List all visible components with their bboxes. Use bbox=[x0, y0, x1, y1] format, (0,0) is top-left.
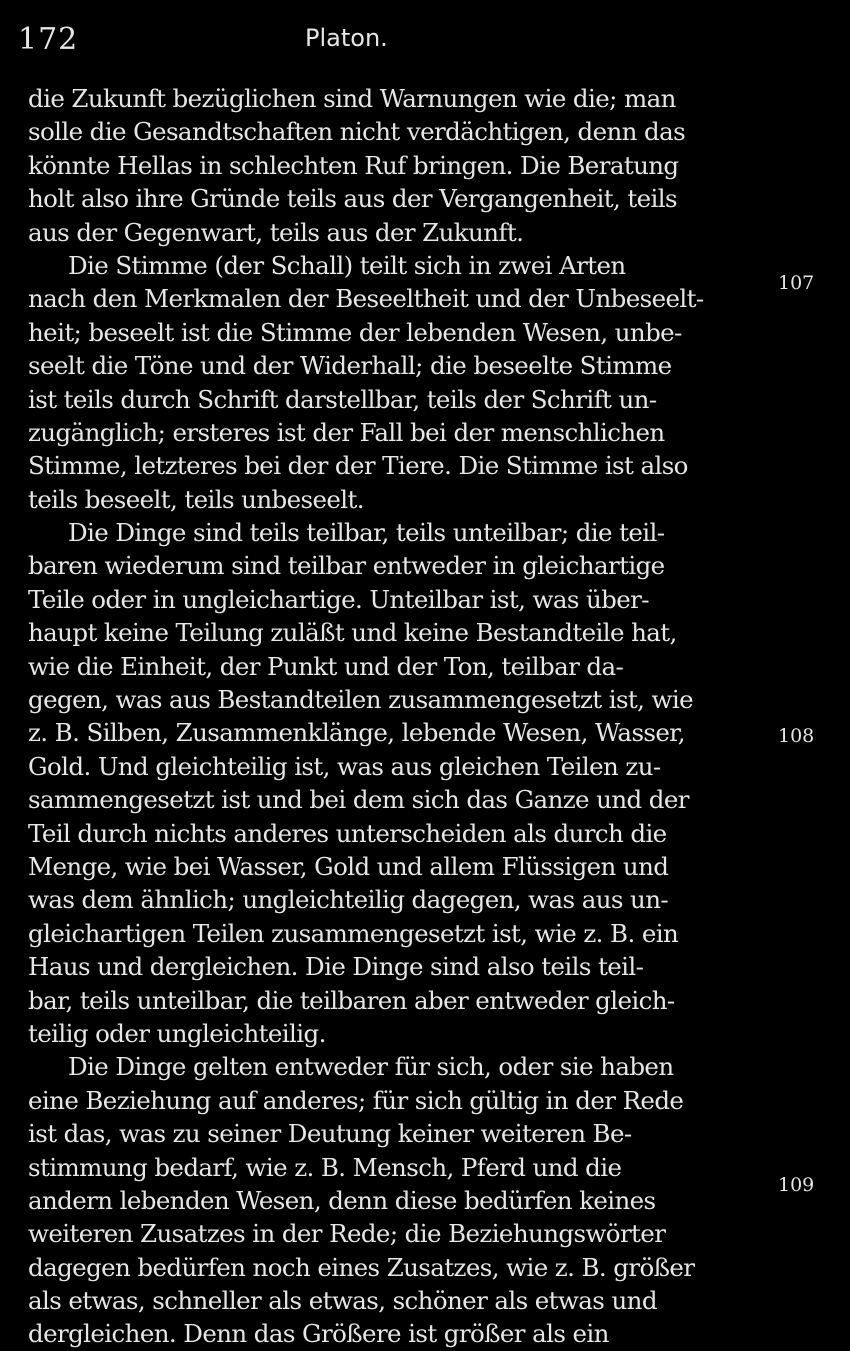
text-line: heit; beseelt ist die Stimme der lebenden Wesen, unbe- bbox=[28, 317, 682, 347]
text-line: Gold. Und gleichteilig ist, was aus gleichen Teilen zu- bbox=[28, 751, 661, 781]
text-line: gegen, was aus Bestandteilen zusammengesetzt ist, wie bbox=[28, 685, 694, 715]
text-line: Haus und dergleichen. Die Dinge sind also teils teil- bbox=[28, 952, 644, 982]
text-line: Stimme, letzteres bei der der Tiere. Die Stimme ist also bbox=[28, 451, 688, 481]
text-line: andern lebenden Wesen, denn diese bedürfen keines bbox=[28, 1185, 656, 1215]
text-line: Teil durch nichts anderes unterscheiden als durch die bbox=[28, 818, 667, 848]
text-line: ist teils durch Schrift darstellbar, teils der Schrift un- bbox=[28, 384, 657, 414]
text-line: Die Dinge gelten entweder für sich, oder sie haben bbox=[68, 1052, 674, 1082]
text-line: holt also ihre Gründe teils aus der Vergangenheit, teils bbox=[28, 184, 677, 214]
text-line: haupt keine Teilung zuläßt und keine Bestandteile hat, bbox=[28, 618, 677, 648]
text-line: wie die Einheit, der Punkt und der Ton, teilbar da- bbox=[28, 651, 624, 681]
text-line: seelt die Töne und der Widerhall; die beseelte Stimme bbox=[28, 351, 672, 381]
text-line: stimmung bedarf, wie z. B. Mensch, Pferd und die bbox=[28, 1152, 622, 1182]
text-line: sammengesetzt ist und bei dem sich das Ganze und der bbox=[28, 785, 689, 815]
text-line: gleichartigen Teilen zusammengesetzt ist, wie z. B. ein bbox=[28, 918, 679, 948]
running-head: Platon. bbox=[305, 24, 388, 52]
text-line: die Zukunft bezüglichen sind Warnungen wie die; man bbox=[28, 84, 676, 113]
text-line: was dem ähnlich; ungleichteilig dagegen, was aus un- bbox=[28, 885, 669, 915]
text-line: aus der Gegenwart, teils aus der Zukunft. bbox=[28, 217, 524, 247]
text-line: Die Dinge sind teils teilbar, teils unteilbar; die teil- bbox=[68, 518, 665, 548]
text-line: teilig oder ungleichteilig. bbox=[28, 1018, 326, 1048]
text-line: könnte Hellas in schlechten Ruf bringen. Die Beratung bbox=[28, 150, 679, 180]
text-line: Die Stimme (der Schall) teilt sich in zwei Arten bbox=[68, 250, 626, 280]
text-line: nach den Merkmalen der Beseeltheit und der Unbeseelt- bbox=[28, 284, 704, 314]
text-line: Teile oder in ungleichartige. Unteilbar ist, was über- bbox=[28, 584, 649, 614]
text-line: dergleichen. Denn das Größere ist größer als ein bbox=[28, 1319, 609, 1349]
page-header bbox=[0, 22, 850, 62]
text-line: teils beseelt, teils unbeseelt. bbox=[28, 484, 364, 514]
text-line: solle die Gesandtschaften nicht verdächtigen, denn das bbox=[28, 117, 686, 147]
text-line: dagegen bedürfen noch eines Zusatzes, wie z. B. größer bbox=[28, 1252, 695, 1282]
margin-section-number: 107 bbox=[778, 272, 815, 294]
text-line: eine Beziehung auf anderes; für sich gültig in der Rede bbox=[28, 1085, 684, 1115]
body-text bbox=[28, 82, 788, 1351]
text-line: weiteren Zusatzes in der Rede; die Beziehungswörter bbox=[28, 1219, 666, 1249]
text-line: zugänglich; ersteres ist der Fall bei der menschlichen bbox=[28, 417, 665, 447]
text-line: z. B. Silben, Zusammenklänge, lebende Wesen, Wasser, bbox=[28, 718, 685, 748]
margin-section-number: 108 bbox=[778, 725, 815, 747]
text-line: ist das, was zu seiner Deutung keiner weiteren Be- bbox=[28, 1119, 632, 1149]
text-line: baren wiederum sind teilbar entweder in gleichartige bbox=[28, 551, 665, 581]
text-line: bar, teils unteilbar, die teilbaren aber entweder gleich- bbox=[28, 985, 675, 1015]
text-line: Menge, wie bei Wasser, Gold und allem Flüssigen und bbox=[28, 851, 669, 881]
page-number: 172 bbox=[18, 22, 79, 57]
margin-section-number: 109 bbox=[778, 1174, 815, 1196]
text-line: als etwas, schneller als etwas, schöner als etwas und bbox=[28, 1286, 657, 1316]
